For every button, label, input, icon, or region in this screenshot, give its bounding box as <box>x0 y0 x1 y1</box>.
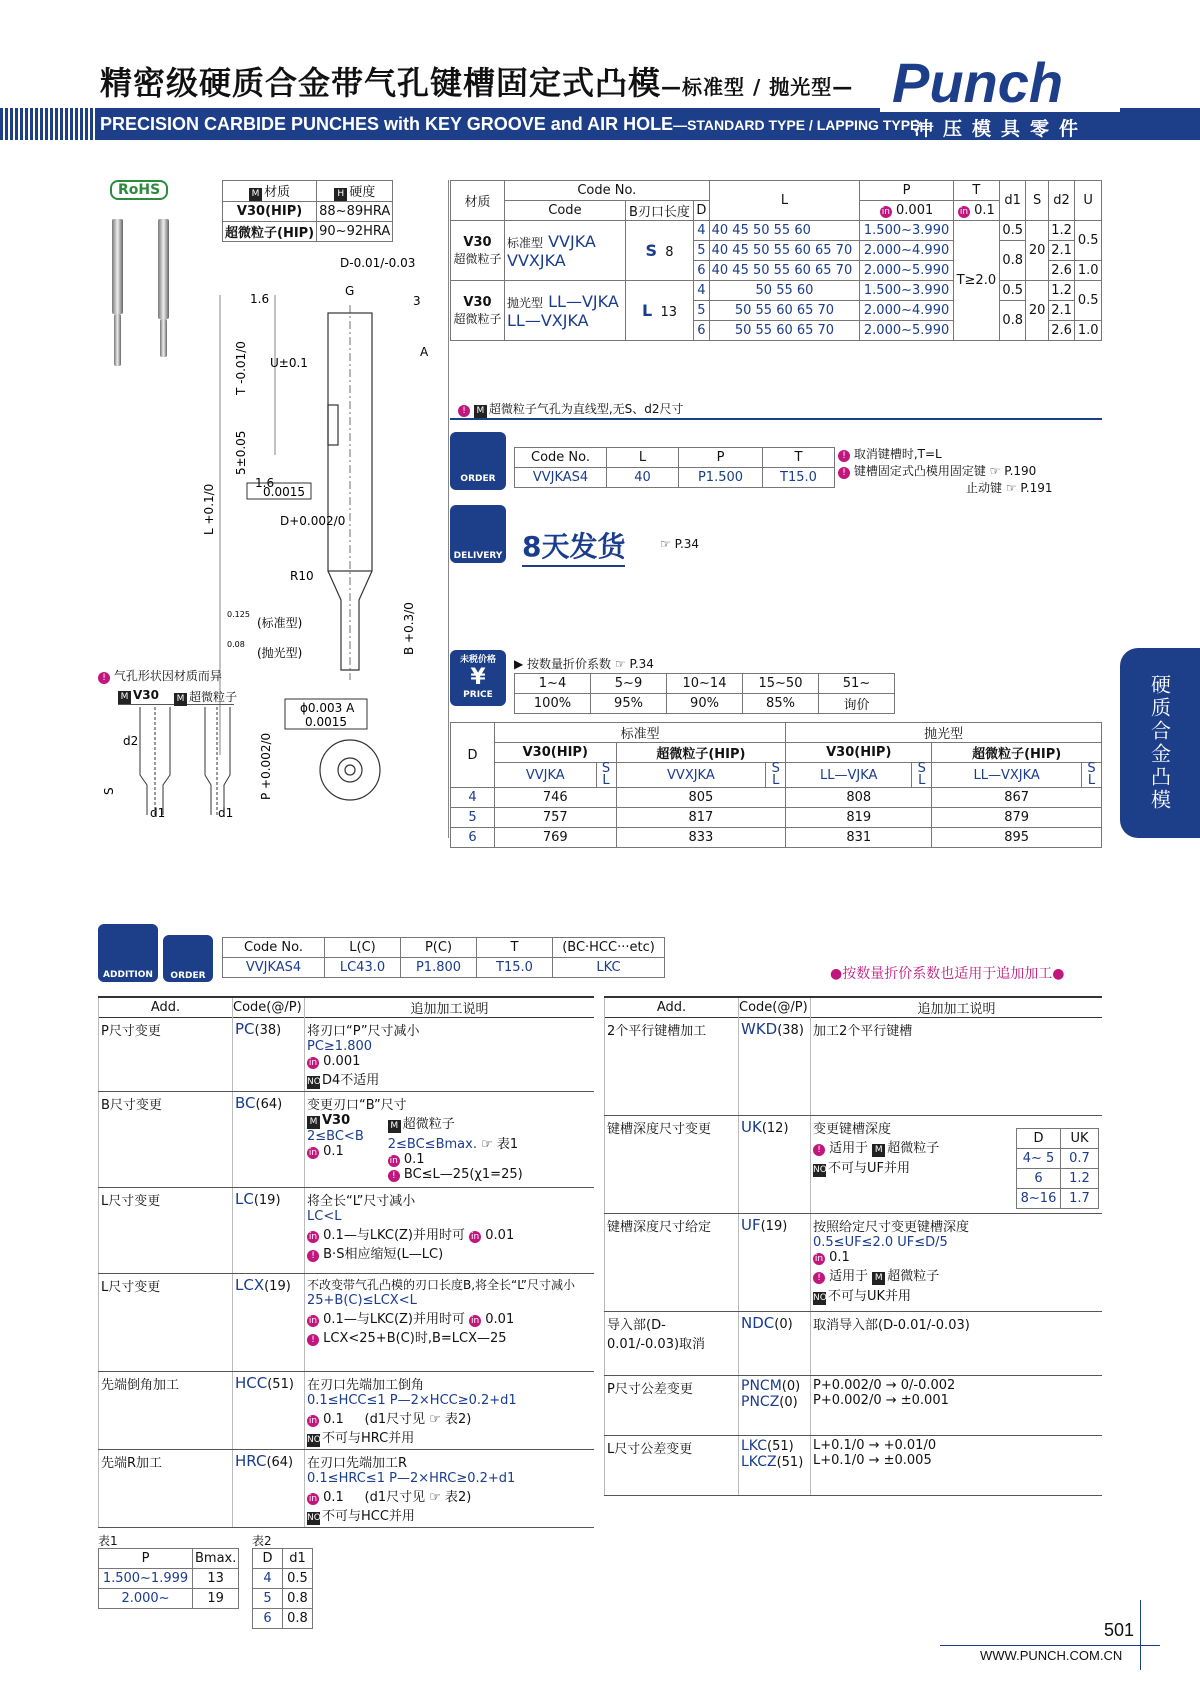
group1-mat: V30 超微粒子 <box>451 221 505 281</box>
col-d: D <box>694 201 710 221</box>
cell-p: 2.000~4.990 <box>860 301 953 321</box>
rate: 100% <box>515 694 591 714</box>
col-p-tol: in 0.001 <box>860 201 953 221</box>
add-desc: 变更刃口“B”尺寸 M V30 2≤BC<B in 0.1 M 超微粒子 2≤BC≤Bmax. ☞ 表1 in 0.1 ! BC≤L—25(χ1=25) <box>305 1092 595 1188</box>
cell-p: 1.500~3.990 <box>860 221 953 241</box>
dim-l: L +0.1/0 <box>202 483 216 535</box>
col-t: T <box>953 181 999 201</box>
add-order-head: Code No. <box>223 938 325 958</box>
add-name: 键槽深度尺寸给定 <box>605 1214 739 1312</box>
add-code: LKC(51) LKCZ(51) <box>739 1436 811 1496</box>
add-head: 追加加工说明 <box>305 997 595 1018</box>
col-code-no: Code No. <box>505 181 710 201</box>
g-mark: G <box>345 284 355 298</box>
dim-5: 5±0.05 <box>234 430 248 475</box>
side-category-tab[interactable]: 硬质合金凸模 <box>1120 648 1200 838</box>
cell-d: 4 <box>694 221 710 241</box>
cell-p: 2.000~4.990 <box>860 241 953 261</box>
order-icon-2: ORDER <box>163 935 213 982</box>
col-d1: d1 <box>999 181 1026 221</box>
add-head: Add. <box>605 997 739 1018</box>
ref-a: A <box>420 345 429 359</box>
qty: 1~4 <box>515 674 591 694</box>
cell-l: 40 45 50 55 60 <box>709 221 860 241</box>
group1-codes: 标准型 VVJKA VVXJKA <box>505 221 626 281</box>
table1 <box>98 1548 239 1609</box>
order-l: 40 <box>607 468 679 488</box>
add-desc: 将刃口“P”尺寸减小 PC≥1.800 in 0.001 NOD4不适用 <box>305 1018 595 1092</box>
price-sl: S L <box>1082 763 1102 788</box>
add-order-val: VVJKAS4 <box>223 958 325 978</box>
uk-val: 1.2 <box>1061 1169 1099 1189</box>
col-s: S <box>1026 181 1048 221</box>
uk-table <box>1016 1128 1099 1209</box>
add-desc: 将全长“L”尺寸减小 LC<L in 0.1—与LKC(Z)并用时可 in 0.01 ! B·S相应缩短(L—LC) <box>305 1188 595 1274</box>
hardness-v30: 88~89HRA <box>317 202 393 222</box>
page-number: 501 <box>1104 1620 1135 1640</box>
addition-order-table <box>222 937 665 978</box>
material-fine: 超微粒子(HIP) <box>223 222 317 242</box>
cell-d: 5 <box>694 301 710 321</box>
add-name: L尺寸变更 <box>99 1188 233 1274</box>
add-order-val: LKC <box>553 958 665 978</box>
cell-d1: 0.8 <box>999 241 1026 281</box>
cell-d2: 2.1 <box>1048 301 1075 321</box>
t1-bmax: 13 <box>193 1569 239 1589</box>
uk-head: D <box>1017 1129 1061 1149</box>
add-desc: 在刃口先端加工倒角 0.1≤HCC≤1 P—2×HCC≥0.2+d1 in 0.1 (d1尺寸见 ☞ 表2) NO不可与HRC并用 <box>305 1372 595 1450</box>
price-value: 817 <box>616 808 786 828</box>
add-code: LC(19) <box>233 1188 305 1274</box>
price-head-lap: 抛光型 <box>786 723 1102 743</box>
group2-mat: V30 超微粒子 <box>451 281 505 341</box>
t2-d: 5 <box>253 1589 283 1609</box>
add-desc: 取消导入部(D-0.01/-0.03) <box>811 1312 1103 1376</box>
cell-d1: 0.8 <box>999 301 1026 341</box>
cell-s: 20 <box>1026 221 1048 281</box>
divider-vertical <box>448 180 449 838</box>
punch-logo <box>880 52 1120 112</box>
uk-val: 0.7 <box>1061 1149 1099 1169</box>
price-d: 5 <box>451 808 495 828</box>
rough-16-top: 1.6 <box>250 292 270 306</box>
rate: 95% <box>591 694 667 714</box>
price-sl: S L <box>766 763 786 788</box>
label-d2: d2 <box>123 734 139 748</box>
t1-head: P <box>99 1549 193 1569</box>
air-hole-note: ! 气孔形状因材质而异 <box>98 667 222 684</box>
uk-d: 6 <box>1017 1169 1061 1189</box>
cell-u: 0.5 <box>1075 221 1102 261</box>
cell-s: 20 <box>1026 281 1048 341</box>
add-name: B尺寸变更 <box>99 1092 233 1188</box>
price-sl: S L <box>912 763 932 788</box>
dim-b: B +0.3/0 <box>402 602 416 655</box>
position-tol: ϕ0.003 A <box>300 701 355 715</box>
add-name: L尺寸公差变更 <box>605 1436 739 1496</box>
add-head: Add. <box>99 997 233 1018</box>
col-blen: B刃口长度 <box>625 201 693 221</box>
col-u: U <box>1075 181 1102 221</box>
logo-text: Punch <box>892 51 1064 114</box>
label-s: S <box>102 787 116 795</box>
price-value: 769 <box>495 828 617 848</box>
price-value: 879 <box>932 808 1102 828</box>
order-p: P1.500 <box>679 468 763 488</box>
cell-p: 2.000~5.990 <box>860 321 953 341</box>
g-0125: 0.125 <box>227 610 250 619</box>
addition-table-right <box>604 996 1102 1496</box>
hardness-fine: 90~92HRA <box>317 222 393 242</box>
add-code: BC(64) <box>233 1092 305 1188</box>
add-desc: 在刃口先端加工R 0.1≤HRC≤1 P—2×HRC≥0.2+d1 in 0.1 (d1尺寸见 ☞ 表2) NO不可与HCC并用 <box>305 1450 595 1528</box>
t2-d: 6 <box>253 1609 283 1629</box>
add-head: Code(@/P) <box>233 997 305 1018</box>
col-d2: d2 <box>1048 181 1075 221</box>
spec-note: ! M 超微粒子气孔为直线型,无S、d2尺寸 <box>458 400 684 418</box>
footer-url[interactable]: WWW.PUNCH.COM.CN <box>980 1648 1123 1663</box>
cell-l: 50 55 60 65 70 <box>709 321 860 341</box>
add-head: Code(@/P) <box>739 997 811 1018</box>
d-tolerance: D-0.01/-0.03 <box>340 256 416 270</box>
rough-16: 1.6 <box>255 476 275 490</box>
mat-v30-label: M V30 <box>118 688 234 705</box>
cell-d2: 2.6 <box>1048 261 1075 281</box>
order-head-code: Code No. <box>515 448 607 468</box>
uk-d: 4~ 5 <box>1017 1149 1061 1169</box>
order-head-p: P <box>679 448 763 468</box>
mat-fine-label: M 超微粒子 <box>174 688 237 706</box>
price-value: 831 <box>786 828 932 848</box>
delivery-page: ☞ P.34 <box>660 537 700 551</box>
qty: 15~50 <box>743 674 819 694</box>
dim-d-small: D+0.002/0 <box>280 514 346 528</box>
price-head-mat: 超微粒子(HIP) <box>932 743 1102 763</box>
price-value: 808 <box>786 788 932 808</box>
concentric-1: 0.0015 <box>263 485 305 499</box>
discount-title: ▶ 按数量折价系数 ☞ P.34 <box>514 657 654 671</box>
dim-u: U±0.1 <box>270 356 308 370</box>
add-name: 先端倒角加工 <box>99 1372 233 1450</box>
add-name: 导入部(D-0.01/-0.03)取消 <box>605 1312 739 1376</box>
cell-u: 1.0 <box>1075 261 1102 281</box>
group1-blen: S 8 <box>625 221 693 281</box>
price-d: 4 <box>451 788 495 808</box>
add-name: 先端R加工 <box>99 1450 233 1528</box>
add-order-head: T <box>477 938 553 958</box>
group2-blen: L 13 <box>625 281 693 341</box>
price-sl: S L <box>596 763 616 788</box>
footer-vline <box>1140 1600 1141 1670</box>
price-head-mat: V30(HIP) <box>786 743 932 763</box>
cell-l: 40 45 50 55 60 65 70 <box>709 241 860 261</box>
add-order-val: LC43.0 <box>325 958 401 978</box>
footer-hline <box>940 1645 1160 1646</box>
rate: 询价 <box>819 694 895 714</box>
price-head-mat: V30(HIP) <box>495 743 617 763</box>
cell-d2: 2.6 <box>1048 321 1075 341</box>
std-label: (标准型) <box>257 616 303 630</box>
add-name: P尺寸变更 <box>99 1018 233 1092</box>
rohs-badge: RoHS <box>110 180 168 200</box>
cell-l: 50 55 60 65 70 <box>709 301 860 321</box>
t2-head: d1 <box>283 1549 313 1569</box>
page-title-cn: 精密级硬质合金带气孔键槽固定式凸模—标准型 / 抛光型— <box>100 64 854 102</box>
uk-d: 8~16 <box>1017 1189 1061 1209</box>
price-value: 805 <box>616 788 786 808</box>
page-title-en: PRECISION CARBIDE PUNCHES with KEY GROOVE and AIR HOLE—STANDARD TYPE / LAPPING TYPE— <box>100 114 934 134</box>
material-v30: V30(HIP) <box>223 202 317 222</box>
add-order-head: P(C) <box>401 938 477 958</box>
price-head-d: D <box>451 723 495 788</box>
g-008: 0.08 <box>227 640 245 649</box>
t2-d1: 0.5 <box>283 1569 313 1589</box>
price-head-mat: 超微粒子(HIP) <box>616 743 786 763</box>
col-p: P <box>860 181 953 201</box>
price-icon: 未税价格 ¥ PRICE <box>450 650 506 706</box>
add-desc: 加工2个平行键槽 <box>811 1018 1103 1116</box>
delivery-icon: DELIVERY <box>450 505 506 563</box>
addition-table-left <box>98 996 594 1528</box>
add-order-val: T15.0 <box>477 958 553 978</box>
cell-d: 6 <box>694 261 710 281</box>
add-name: P尺寸公差变更 <box>605 1376 739 1436</box>
col-code: Code <box>505 201 626 221</box>
col-t-tol: in 0.1 <box>953 201 999 221</box>
t1-head: Bmax. <box>193 1549 239 1569</box>
price-value: 746 <box>495 788 617 808</box>
add-desc: P+0.002/0 → 0/-0.002 P+0.002/0 → ±0.001 <box>811 1376 1103 1436</box>
rate: 85% <box>743 694 819 714</box>
label-d1-a: d1 <box>150 806 166 820</box>
cell-u: 1.0 <box>1075 321 1102 341</box>
addition-icon: ADDITION <box>98 924 158 982</box>
discount-table <box>514 673 895 714</box>
lap-label: (抛光型) <box>257 646 303 660</box>
t2-d1: 0.8 <box>283 1609 313 1629</box>
cell-d1: 0.5 <box>999 281 1026 301</box>
order-table <box>514 447 835 488</box>
t2-head: D <box>253 1549 283 1569</box>
cell-l: 40 45 50 55 60 65 70 <box>709 261 860 281</box>
t1-p: 1.500~1.999 <box>99 1569 193 1589</box>
price-table <box>450 722 1102 848</box>
qty: 51~ <box>819 674 895 694</box>
add-desc: 不改变带气孔凸模的刃口长度B,将全长“L”尺寸减小 25+B(C)≤LCX<L in 0.1—与LKC(Z)并用时可 in 0.01 ! LCX<25+B(C)时,B=LCX—25 <box>305 1274 595 1372</box>
order-notes: ! 取消键槽时,T=L ! 键槽固定式凸模用固定键 ☞ P.190 止动键 ☞ P.191 <box>838 446 1053 497</box>
r10: R10 <box>290 569 314 583</box>
add-name: 键槽深度尺寸变更 <box>605 1116 739 1214</box>
order-t: T15.0 <box>763 468 835 488</box>
delivery-text: 8天发货 <box>522 525 625 567</box>
table2 <box>252 1548 313 1629</box>
order-icon: ORDER <box>450 432 506 490</box>
logo-subtitle: 冲压模具零件 <box>914 118 1089 140</box>
price-code: LL—VJKA <box>786 763 912 788</box>
t2-d: 4 <box>253 1569 283 1589</box>
hardness-head: H 硬度 <box>317 181 393 202</box>
add-order-val: P1.800 <box>401 958 477 978</box>
add-head: 追加加工说明 <box>811 997 1103 1018</box>
add-order-head: L(C) <box>325 938 401 958</box>
material-table <box>222 180 393 242</box>
order-code: VVJKAS4 <box>515 468 607 488</box>
add-desc: 按照给定尺寸变更键槽深度 0.5≤UF≤2.0 UF≤D/5 in 0.1 ! 适用于 M 超微粒子 NO不可与UK并用 <box>811 1214 1103 1312</box>
add-code: UF(19) <box>739 1214 811 1312</box>
add-code: LCX(19) <box>233 1274 305 1372</box>
add-name: L尺寸变更 <box>99 1274 233 1372</box>
cell-d1: 0.5 <box>999 221 1026 241</box>
add-code: HCC(51) <box>233 1372 305 1450</box>
dim-p: P +0.002/0 <box>259 732 273 800</box>
add-code: PNCM(0) PNCZ(0) <box>739 1376 811 1436</box>
spec-rule <box>450 418 1102 420</box>
uk-head: UK <box>1061 1129 1099 1149</box>
cell-d2: 1.2 <box>1048 281 1075 301</box>
material-head: M 材质 <box>223 181 317 202</box>
title-bar-stripes <box>0 108 98 140</box>
dim-3: 3 <box>413 294 421 308</box>
cell-l: 50 55 60 <box>709 281 860 301</box>
table2-title: 表2 <box>252 1534 272 1548</box>
price-d: 6 <box>451 828 495 848</box>
add-code: WKD(38) <box>739 1018 811 1116</box>
cell-u: 0.5 <box>1075 281 1102 321</box>
add-desc: L+0.1/0 → +0.01/0 L+0.1/0 → ±0.005 <box>811 1436 1103 1496</box>
cell-d2: 2.1 <box>1048 241 1075 261</box>
cell-d: 5 <box>694 241 710 261</box>
price-value: 757 <box>495 808 617 828</box>
add-name: 2个平行键槽加工 <box>605 1018 739 1116</box>
addition-discount-note: ●按数量折价系数也适用于追加加工● <box>830 966 1065 982</box>
price-code: VVXJKA <box>616 763 766 788</box>
group2-codes: 抛光型 LL—VJKA LL—VXJKA <box>505 281 626 341</box>
order-head-t: T <box>763 448 835 468</box>
air-hole-drawing <box>102 705 245 820</box>
price-code: LL—VXJKA <box>932 763 1082 788</box>
price-value: 867 <box>932 788 1102 808</box>
qty: 5~9 <box>591 674 667 694</box>
cell-t: T≥2.0 <box>953 221 999 341</box>
price-value: 833 <box>616 828 786 848</box>
table1-title: 表1 <box>98 1534 118 1548</box>
t2-d1: 0.8 <box>283 1589 313 1609</box>
uk-val: 1.7 <box>1061 1189 1099 1209</box>
order-head-l: L <box>607 448 679 468</box>
cell-p: 1.500~3.990 <box>860 281 953 301</box>
qty: 10~14 <box>667 674 743 694</box>
cell-d: 4 <box>694 281 710 301</box>
col-l: L <box>709 181 860 221</box>
cell-d: 6 <box>694 321 710 341</box>
rate: 90% <box>667 694 743 714</box>
add-desc: 变更键槽深度 ! 适用于 M 超微粒子 NO不可与UF并用 <box>811 1116 1103 1214</box>
concentric-2: 0.0015 <box>305 715 347 729</box>
label-d1-b: d1 <box>218 806 234 820</box>
price-code: VVJKA <box>495 763 597 788</box>
col-material: 材质 <box>451 181 505 221</box>
price-value: 895 <box>932 828 1102 848</box>
cell-p: 2.000~5.990 <box>860 261 953 281</box>
t1-bmax: 19 <box>193 1589 239 1609</box>
t1-p: 2.000~ <box>99 1589 193 1609</box>
add-code: UK(12) <box>739 1116 811 1214</box>
price-head-std: 标准型 <box>495 723 786 743</box>
dim-t: T -0.01/0 <box>234 341 248 395</box>
cell-d2: 1.2 <box>1048 221 1075 241</box>
add-code: NDC(0) <box>739 1312 811 1376</box>
add-order-head: (BC·HCC···etc) <box>553 938 665 958</box>
spec-table <box>450 180 1102 341</box>
add-code: PC(38) <box>233 1018 305 1092</box>
add-code: HRC(64) <box>233 1450 305 1528</box>
price-value: 819 <box>786 808 932 828</box>
